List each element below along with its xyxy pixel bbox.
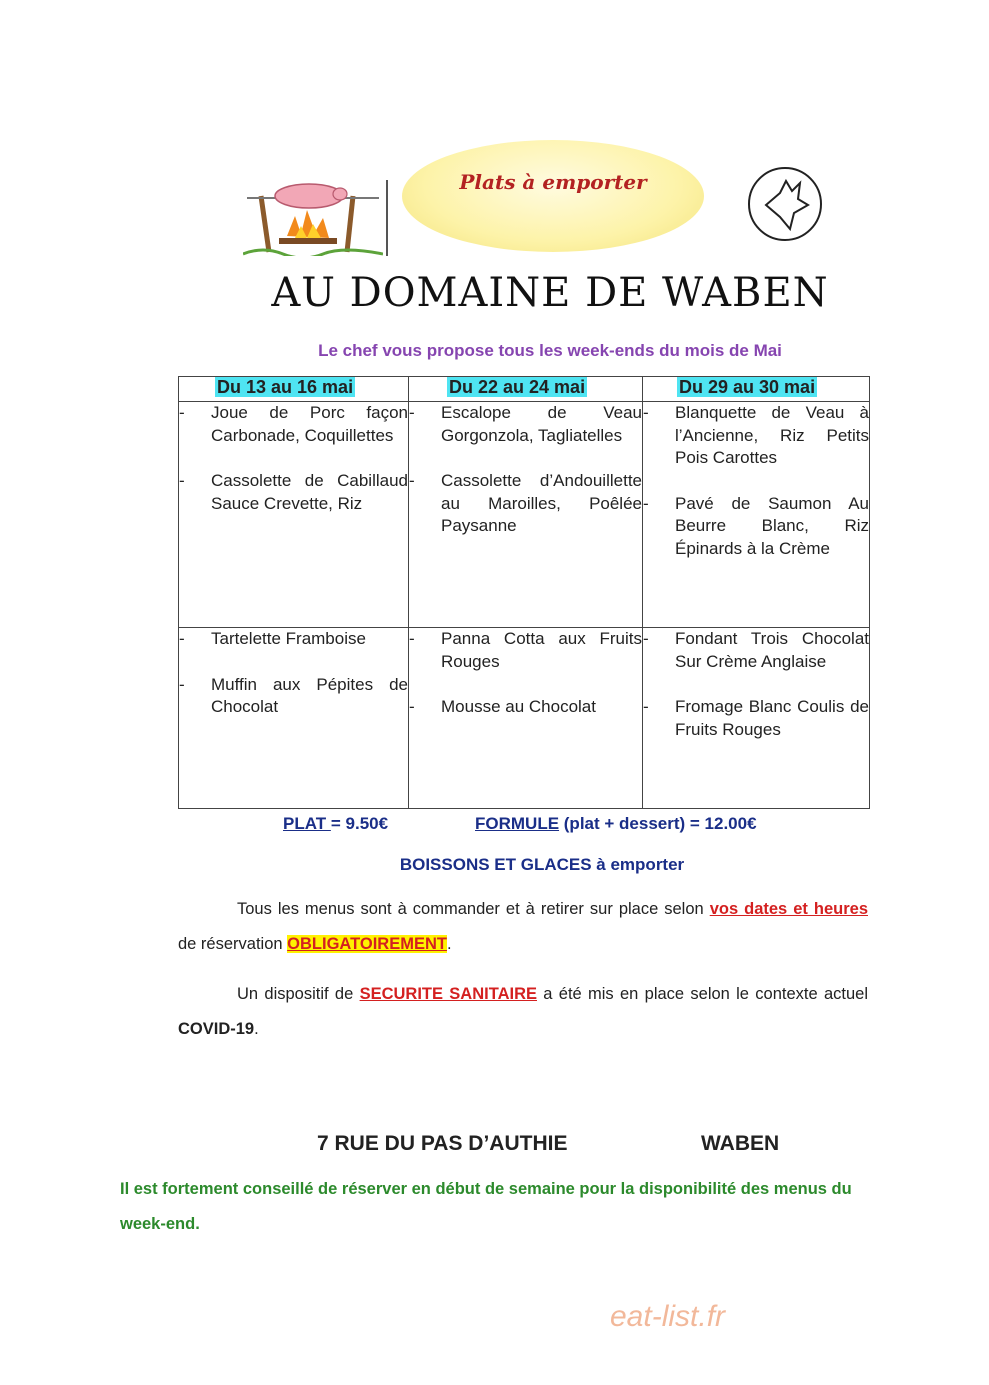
- safety-emphasis: SECURITE SANITAIRE: [359, 985, 537, 1003]
- menu-item: - Fondant Trois Chocolat Sur Crème Anglaise: [643, 629, 869, 671]
- covid-label: COVID-19: [178, 1020, 255, 1038]
- week-header: [409, 377, 643, 402]
- menu-item: - Mousse au Chocolat: [409, 697, 596, 716]
- week-header: [179, 377, 409, 402]
- bull-head-icon: [746, 165, 824, 243]
- booking-advice: Il est fortement conseillé de réserver en début de semaine pour la disponibilité des menus du week-end.: [120, 1180, 852, 1233]
- address: 7 RUE DU PAS D’AUTHIE: [317, 1132, 568, 1155]
- menu-item: - Tartelette Framboise: [179, 629, 366, 648]
- header-divider: [386, 180, 388, 256]
- dates-emphasis: vos dates et heures: [709, 900, 868, 918]
- spit-roast-pig-icon: [243, 176, 383, 256]
- order-text: Tous les menus sont à commander et à retirer sur place selon: [237, 900, 710, 918]
- desserts-cell: [409, 628, 643, 809]
- town: WABEN: [701, 1132, 780, 1155]
- menu-item: - Muffin aux Pépites de Chocolat: [179, 674, 408, 716]
- bubble-text: Plats à emporter: [459, 170, 647, 194]
- watermark: eat-list.fr: [610, 1300, 726, 1333]
- mains-cell: [409, 402, 643, 628]
- mandatory-emphasis: OBLIGATOIREMENT: [287, 935, 447, 953]
- formule-value: (plat + dessert) = 12.00€: [559, 814, 757, 833]
- page-title: AU DOMAINE DE WABEN: [271, 270, 829, 316]
- order-text-2: de réservation: [178, 935, 288, 953]
- order-paragraph: [178, 892, 868, 962]
- table-header-row: [179, 377, 870, 402]
- formule-price: [475, 814, 757, 834]
- menu-table: [178, 376, 870, 809]
- desserts-row: [179, 628, 870, 809]
- week-label: Du 13 au 16 mai: [217, 377, 354, 397]
- mains-cell: [643, 402, 870, 628]
- desserts-cell: [643, 628, 870, 809]
- menu-item: - Panna Cotta aux Fruits Rouges: [409, 629, 642, 671]
- page-subtitle: Le chef vous propose tous les week-ends du mois de Mai: [318, 341, 782, 360]
- mains-row: [179, 402, 870, 628]
- mains-cell: [179, 402, 409, 628]
- desserts-cell: [179, 628, 409, 809]
- menu-item: - Cassolette de Cabillaud Sauce Crevette, Riz: [179, 471, 408, 513]
- week-header: [643, 377, 870, 402]
- plat-label: PLAT: [283, 814, 331, 833]
- safety-text-2: a été mis en place selon le contexte actuel: [537, 985, 868, 1003]
- week-label: Du 22 au 24 mai: [449, 377, 586, 397]
- plat-value: = 9.50€: [330, 814, 389, 833]
- week-label: Du 29 au 30 mai: [679, 377, 816, 397]
- plat-price: [283, 814, 388, 834]
- menu-item: - Escalope de Veau Gorgonzola, Tagliatelles: [409, 403, 642, 445]
- period: .: [446, 935, 452, 953]
- period: .: [254, 1020, 259, 1038]
- menu-item: - Joue de Porc façon Carbonade, Coquillettes: [179, 403, 408, 445]
- header-bubble: [402, 140, 704, 252]
- menu-item: - Fromage Blanc Coulis de Fruits Rouges: [643, 697, 869, 739]
- menu-item: - Blanquette de Veau à l’Ancienne, Riz Petits Pois Carottes: [643, 403, 869, 467]
- formule-label: FORMULE: [475, 814, 560, 833]
- menu-item: - Pavé de Saumon Au Beurre Blanc, Riz Épinards à la Crème: [643, 493, 869, 558]
- safety-paragraph: [178, 977, 868, 1047]
- boissons-heading: BOISSONS ET GLACES à emporter: [399, 855, 685, 874]
- safety-text: Un dispositif de: [237, 985, 360, 1003]
- menu-item: - Cassolette d’Andouillette au Maroilles, Poêlée Paysanne: [409, 471, 642, 535]
